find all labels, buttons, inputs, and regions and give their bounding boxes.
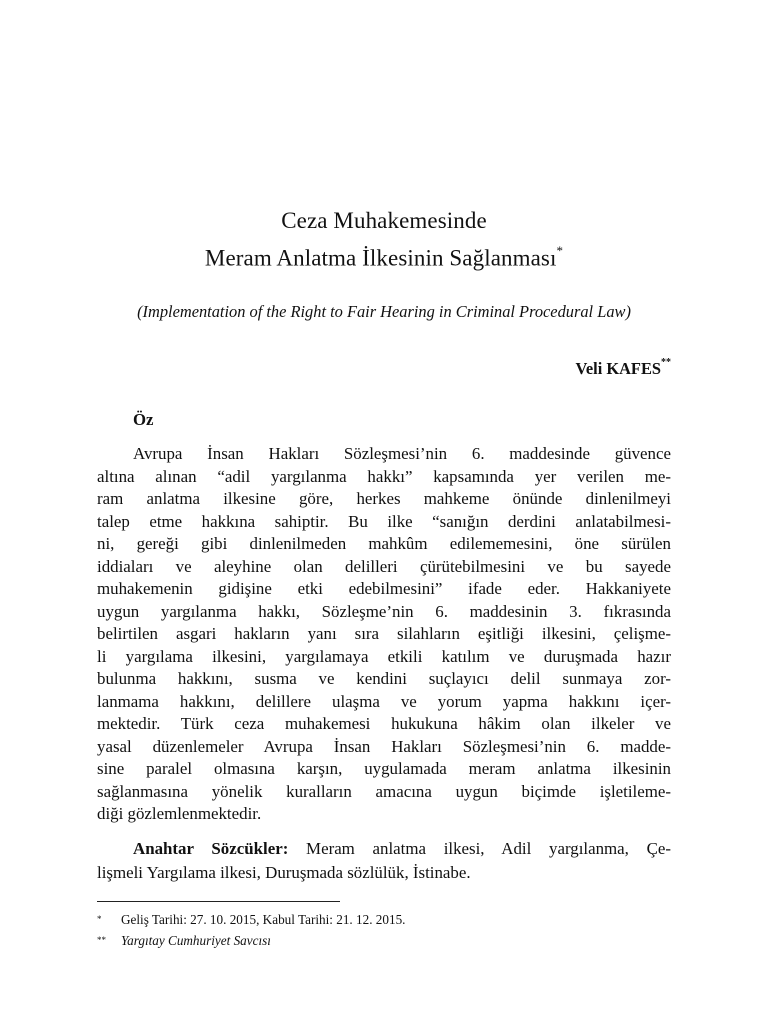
abstract-line: diği gözlemlenmektedir. bbox=[97, 804, 262, 823]
keywords-text-1: Meram anlatma ilkesi, Adil yargılanma, Çe- bbox=[288, 839, 671, 858]
keywords-label: Anahtar Sözcükler: bbox=[133, 839, 289, 858]
abstract-line: altına alınan “adil yargılanma hakkı” kapsamında yer verilen me- bbox=[97, 466, 671, 486]
english-title: (Implementation of the Right to Fair Hearing in Criminal Procedural Law) bbox=[137, 302, 631, 321]
footnote-2-text: Yargıtay Cumhuriyet Savcısı bbox=[121, 933, 271, 948]
abstract-line: uygun yargılanma hakkı, Sözleşme’nin 6. maddesinin 3. fıkrasında bbox=[97, 601, 671, 621]
abstract-body bbox=[97, 443, 671, 826]
abstract-line: belirtilen asgari hakların yanı sıra silahların eşitliği ilkesini, çelişme- bbox=[97, 624, 671, 643]
footnote-2-marker: ** bbox=[97, 935, 106, 945]
abstract-line: bulunma hakkını, susma ve kendini suçlayıcı delil sunmaya zor- bbox=[97, 669, 671, 688]
abstract-line: li yargılama ilkesini, yargılamaya etkili katılım ve duruşmada hazır bbox=[97, 646, 671, 666]
footnote-divider bbox=[97, 901, 340, 902]
keywords-line-2: lişmeli Yargılama ilkesi, Duruşmada sözlülük, İstinabe. bbox=[97, 863, 471, 882]
abstract-line: yasal düzenlemeler Avrupa İnsan Hakları Sözleşmesi’nin 6. madde- bbox=[97, 736, 671, 756]
author-name: Veli KAFES** bbox=[575, 356, 671, 378]
footnote-2 bbox=[97, 932, 271, 950]
abstract-line: Avrupa İnsan Hakları Sözleşmesi’nin 6. maddesinde güvence bbox=[133, 444, 671, 463]
keywords-block bbox=[97, 837, 671, 885]
abstract-line: muhakemenin gidişine etki edebilmesini” ifade eder. Hakkaniyete bbox=[97, 579, 671, 598]
abstract-line: mektedir. Türk ceza muhakemesi hukukuna hâkim olan ilkeler ve bbox=[97, 714, 671, 733]
article-title-line-1: Ceza Muhakemesinde bbox=[281, 208, 487, 233]
abstract-heading: Öz bbox=[133, 410, 154, 429]
author-footnote-marker: ** bbox=[661, 356, 671, 368]
abstract-line: ni, gereği gibi dinlenilmeden mahkûm edilememesini, öne sürülen bbox=[97, 534, 671, 553]
abstract-line: sine paralel olmasına karşın, uygulamada meram anlatma ilkesinin bbox=[97, 759, 671, 778]
abstract-line: lanmama hakkını, delillere ulaşma ve yorum yapma hakkını içer- bbox=[97, 691, 671, 711]
footnote-1-marker: * bbox=[97, 914, 102, 924]
article-title-line-2: Meram Anlatma İlkesinin Sağlanması* bbox=[204, 243, 564, 271]
keywords-line-1 bbox=[97, 837, 671, 861]
footnote-1 bbox=[97, 911, 405, 929]
abstract-line: sağlanmasına yönelik kuralların amacına uygun biçimde işletileme- bbox=[97, 781, 671, 801]
abstract-line: iddiaları ve aleyhine olan delilleri çürütebilmesini ve bu sayede bbox=[97, 556, 671, 576]
abstract-line: ram anlatma ilkesine göre, herkes mahkeme önünde dinlenilmeyi bbox=[97, 489, 671, 508]
title-footnote-marker: * bbox=[556, 243, 564, 258]
footnote-1-text: Geliş Tarihi: 27. 10. 2015, Kabul Tarihi: 21. 12. 2015. bbox=[121, 912, 406, 927]
abstract-line: talep etme hakkına sahiptir. Bu ilke “sanığın derdini anlatabilmesi- bbox=[97, 511, 671, 531]
